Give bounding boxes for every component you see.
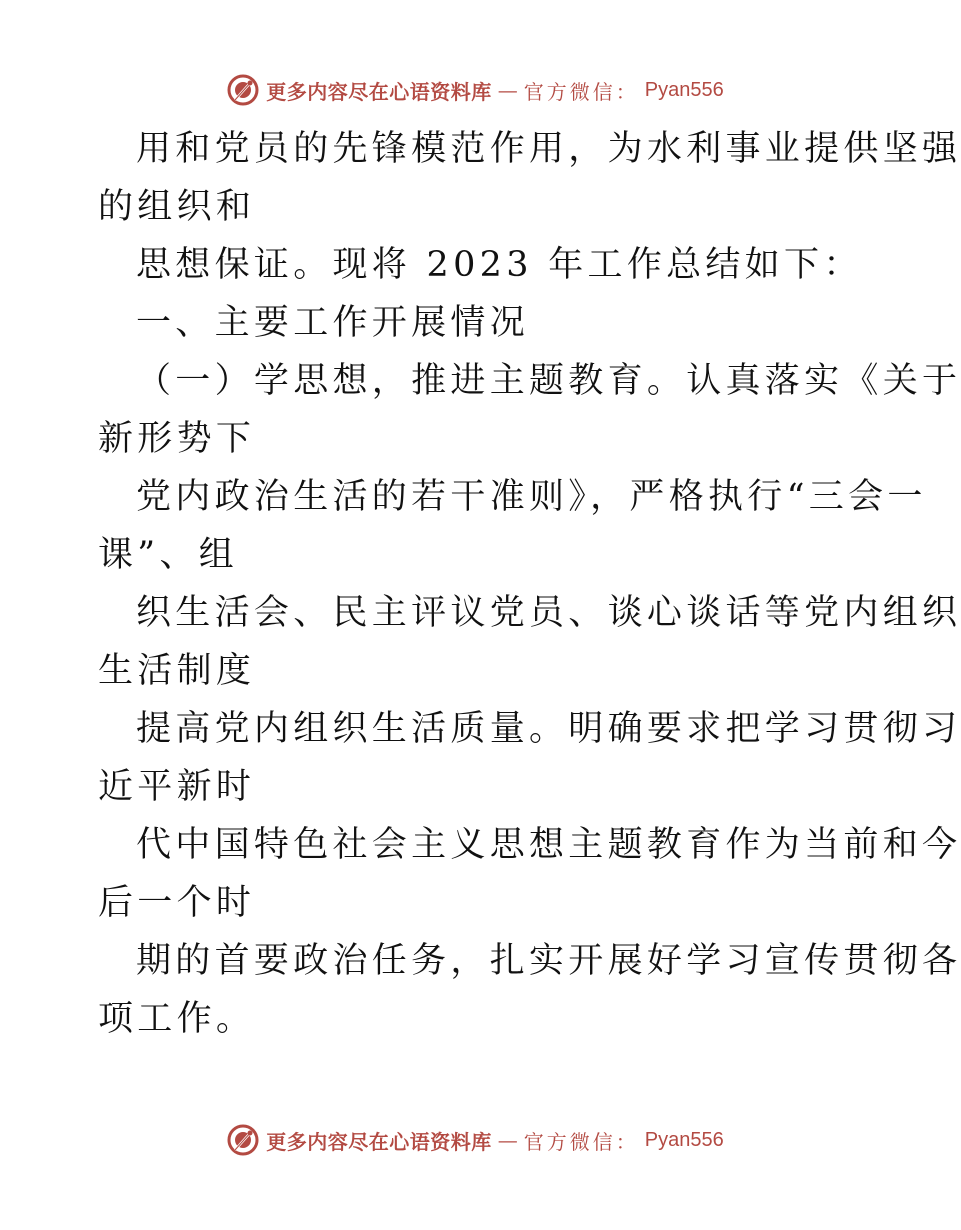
text-line: 提高党内组织生活质量。明确要求把学习贯彻习 [136,709,961,749]
document-body [98,120,961,1048]
text-line: 课”、组 [98,535,239,575]
watermark-account-id: Pyan556 [644,78,724,101]
watermark-label: 官方微信： [523,1129,639,1154]
watermark-brand-text: 更多内容尽在心语资料库 [266,79,492,104]
watermark-label: 官方微信： [523,79,639,104]
text-line: （一）学思想，推进主题教育。认真落实《关于 [136,361,961,401]
text-line: 用和党员的先锋模范作用，为水利事业提供坚强 [136,129,961,169]
text-line: 思想保证。现将 2023 年工作总结如下： [136,245,863,285]
section-heading: 一、主要工作开展情况 [136,303,530,343]
brand-logo-icon [226,73,260,107]
text-line: 的组织和 [98,187,256,227]
text-line: 期的首要政治任务，扎实开展好学习宣传贯彻各 [136,941,961,981]
text-line: 织生活会、民主评议党员、谈心谈话等党内组织 [136,593,961,633]
text-line: 项工作。 [98,999,256,1039]
text-line: 新形势下 [98,419,256,459]
watermark-brand-text: 更多内容尽在心语资料库 [266,1129,492,1154]
text-line: 后一个时 [98,883,256,923]
text-line: 生活制度 [98,651,256,691]
watermark-separator: — [497,1128,518,1152]
text-line: 代中国特色社会主义思想主题教育作为当前和今 [136,825,961,865]
header-watermark [0,70,950,110]
watermark-separator: — [497,78,518,102]
text-line: 党内政治生活的若干准则》，严格执行“三会一 [136,477,927,517]
text-line: 近平新时 [98,767,256,807]
brand-logo-icon [226,1123,260,1157]
watermark-account-id: Pyan556 [644,1128,724,1151]
footer-watermark [0,1120,950,1160]
